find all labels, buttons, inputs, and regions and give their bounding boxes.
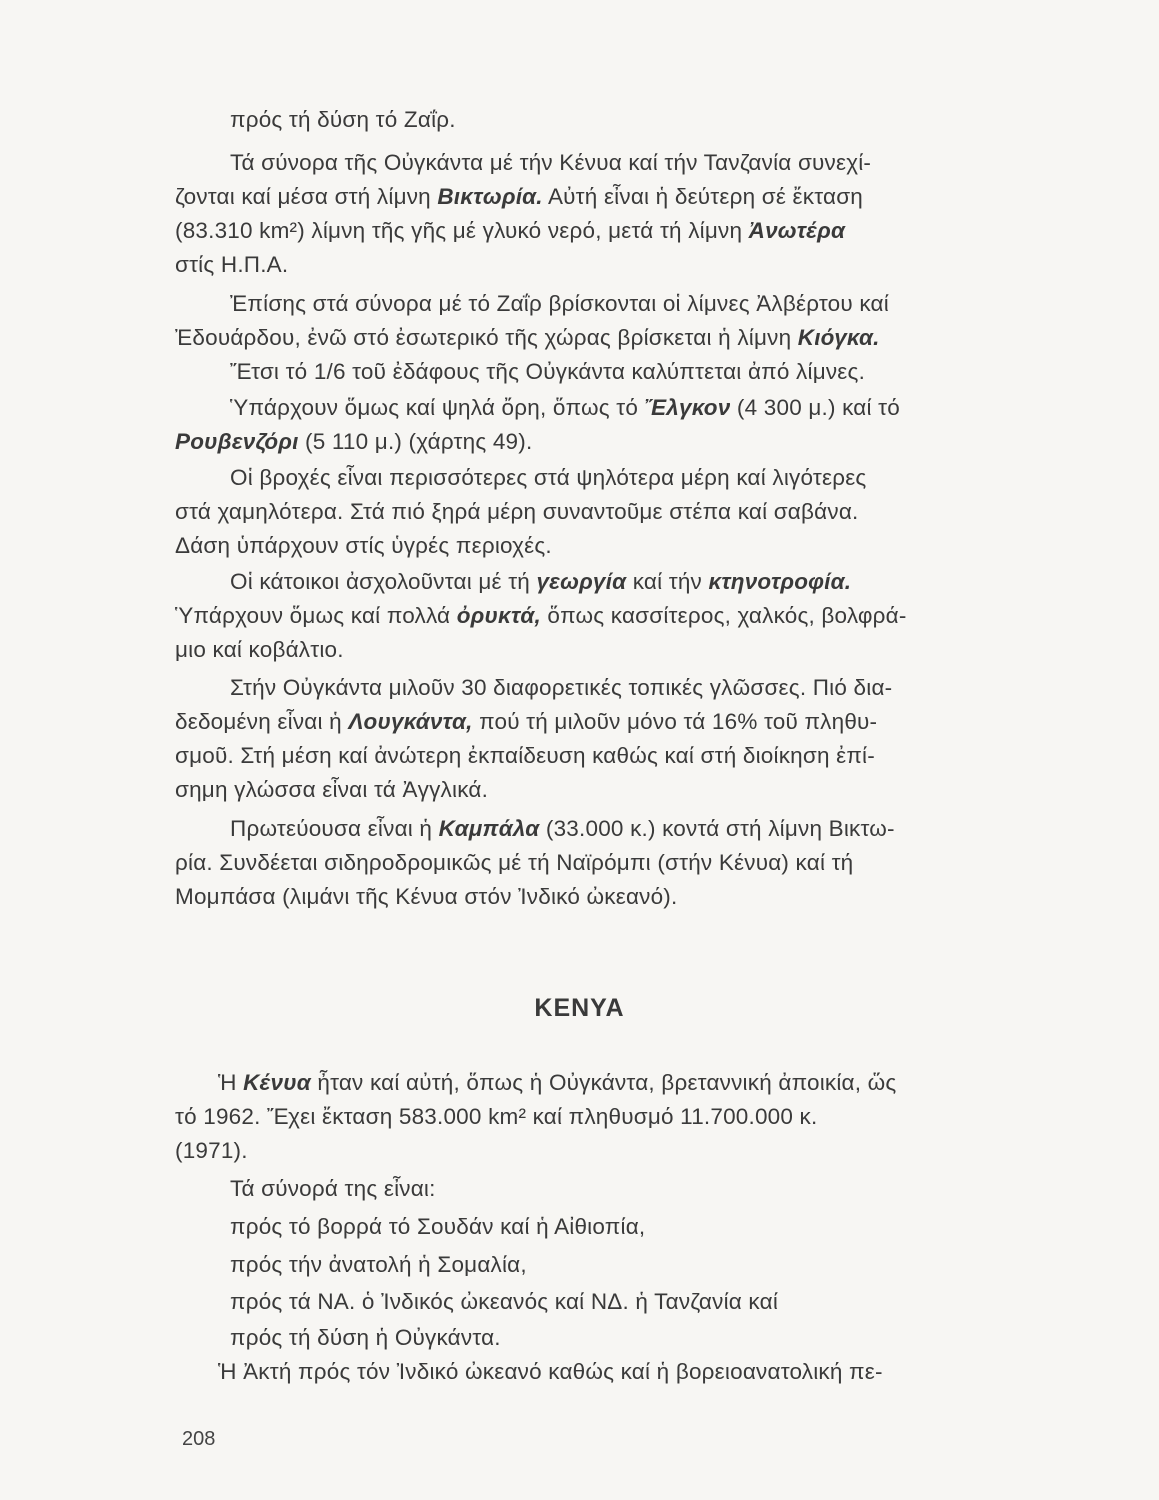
text-line: Ἡ Κένυα ἦταν καί αὐτή, ὅπως ἡ Οὐγκάντα, βρεταννική ἀποικία, ὥς xyxy=(218,1070,897,1095)
text-line: πρός τήν ἀνατολή ἡ Σομαλία, xyxy=(230,1252,527,1277)
text-line: Μομπάσα (λιμάνι τῆς Κένυα στόν Ἰνδικό ὠκεανό). xyxy=(175,884,678,909)
text-line: Δάση ὑπάρχουν στίς ὑγρές περιοχές. xyxy=(175,533,552,558)
text-line: σμοῦ. Στή μέση καί ἀνώτερη ἐκπαίδευση καθώς καί στή διοίκηση ἐπί- xyxy=(175,743,875,768)
text-line: Ὑπάρχουν ὅμως καί πολλά ὀρυκτά, ὅπως κασσίτερος, χαλκός, βολφρά- xyxy=(175,603,907,628)
text-line: Ρουβενζόρι (5 110 μ.) (χάρτης 49). xyxy=(175,429,533,454)
text-line: Οἱ κάτοικοι ἀσχολοῦνται μέ τή γεωργία καί τήν κτηνοτροφία. xyxy=(230,569,852,594)
text-line: Στήν Οὐγκάντα μιλοῦν 30 διαφορετικές τοπικές γλῶσσες. Πιό δια- xyxy=(230,675,893,700)
text-line: ρία. Συνδέεται σιδηροδρομικῶς μέ τή Ναϊρόμπι (στήν Κένυα) καί τή xyxy=(175,850,854,875)
text-line: τό 1962. Ἔχει ἔκταση 583.000 km² καί πληθυσμό 11.700.000 κ. xyxy=(175,1104,818,1129)
text-line: Ἐδουάρδου, ἐνῶ στό ἐσωτερικό τῆς χώρας βρίσκεται ἡ λίμνη Κιόγκα. xyxy=(175,325,880,350)
section-heading: KENYA xyxy=(534,994,625,1022)
text-line: σημη γλώσσα εἶναι τά Ἀγγλικά. xyxy=(175,777,489,802)
text-line: Ἐπίσης στά σύνορα μέ τό Ζαΐρ βρίσκονται οἱ λίμνες Ἀλβέρτου καί xyxy=(230,291,889,316)
text-line: μιο καί κοβάλτιο. xyxy=(175,637,344,662)
text-line: Ἡ Ἀκτή πρός τόν Ἰνδικό ὠκεανό καθώς καί ἡ βορειοανατολική πε- xyxy=(218,1359,883,1384)
text-line: Ὑπάρχουν ὅμως καί ψηλά ὄρη, ὅπως τό Ἔλγκον (4 300 μ.) καί τό xyxy=(230,395,900,420)
text-line: πρός τή δύση τό Ζαΐρ. xyxy=(230,107,456,132)
text-line: Πρωτεύουσα εἶναι ἡ Καμπάλα (33.000 κ.) κοντά στή λίμνη Βικτω- xyxy=(230,816,895,841)
text-line: στά χαμηλότερα. Στά πιό ξηρά μέρη συναντοῦμε στέπα καί σαβάνα. xyxy=(175,499,859,524)
text-line: ζονται καί μέσα στή λίμνη Βικτωρία. Αὐτή εἶναι ἡ δεύτερη σέ ἔκταση xyxy=(175,184,864,209)
text-line: πρός τά ΝΑ. ὁ Ἰνδικός ὠκεανός καί ΝΔ. ἡ Τανζανία καί xyxy=(230,1289,779,1314)
text-line: πρός τό βορρά τό Σουδάν καί ἡ Αἰθιοπία, xyxy=(230,1214,646,1239)
text-line: Οἱ βροχές εἶναι περισσότερες στά ψηλότερα μέρη καί λιγότερες xyxy=(230,465,867,490)
text-line: δεδομένη εἶναι ἡ Λουγκάντα, πού τή μιλοῦν μόνο τά 16% τοῦ πληθυ- xyxy=(175,709,878,734)
text-line: Τά σύνορα τῆς Οὐγκάντα μέ τήν Κένυα καί τήν Τανζανία συνεχί- xyxy=(230,150,872,175)
text-line: Ἔτσι τό 1/6 τοῦ ἐδάφους τῆς Οὐγκάντα καλύπτεται ἀπό λίμνες. xyxy=(230,359,866,384)
text-line: στίς Η.Π.Α. xyxy=(175,252,289,277)
text-line: Τά σύνορά της εἶναι: xyxy=(230,1176,436,1201)
page-number: 208 xyxy=(182,1428,216,1450)
text-line: (83.310 km²) λίμνη τῆς γῆς μέ γλυκό νερό, μετά τή λίμνη Ἀνωτέρα xyxy=(175,218,846,243)
text-line: πρός τή δύση ἡ Οὐγκάντα. xyxy=(230,1325,501,1350)
text-line: (1971). xyxy=(175,1138,248,1163)
